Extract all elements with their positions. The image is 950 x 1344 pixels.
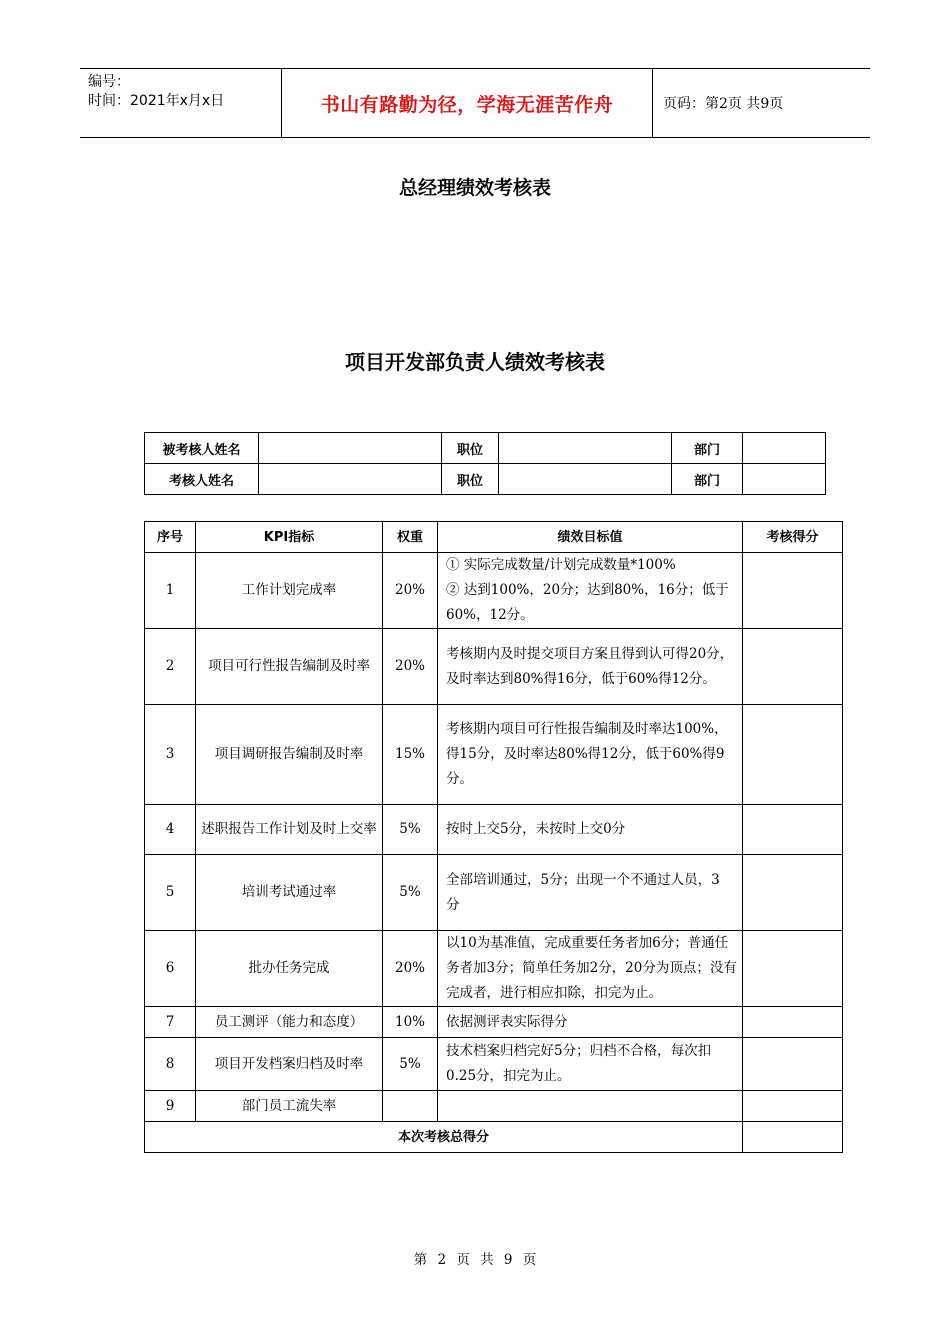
row-target: 技术档案归档完好5分；归档不合格，每次扣0.25分，扣完为止。 (438, 1038, 743, 1091)
row-no: 3 (145, 705, 196, 805)
row-target-line: 得15分，及时率达80%得12分，低于60%得9分。 (446, 746, 725, 787)
row-score-field[interactable] (743, 705, 843, 805)
col-header-kpi: KPI指标 (196, 522, 383, 553)
sub-title: 项目开发部负责人绩效考核表 (345, 350, 605, 374)
info-row-1 (145, 433, 826, 464)
row-target-line: 考核期内项目可行性报告编制及时率达100%， (446, 721, 728, 737)
examinee-name-field[interactable] (259, 433, 442, 464)
row-target-line: ② 达到100%，20分；达到80%，16分；低于60%，12分。 (446, 582, 729, 623)
row-no: 7 (145, 1007, 196, 1038)
row-no: 6 (145, 931, 196, 1007)
table-row (145, 553, 843, 629)
header-meta (80, 69, 281, 137)
info-table (144, 432, 826, 495)
total-score-field[interactable] (743, 1122, 843, 1153)
col-header-target: 绩效目标值 (438, 522, 743, 553)
header-motto: 书山有路勤为径，学海无涯苦作舟 (281, 69, 653, 137)
row-kpi: 部门员工流失率 (196, 1091, 383, 1122)
examinee-position-field[interactable] (499, 433, 672, 464)
row-score-field[interactable] (743, 1038, 843, 1091)
examiner-position-field[interactable] (499, 464, 672, 495)
row-target: 考核期内及时提交项目方案且得到认可得20分，及时率达到80%得16分，低于60%得12分。 (438, 629, 743, 705)
row-kpi: 项目开发档案归档及时率 (196, 1038, 383, 1091)
examiner-position-label: 职位 (442, 464, 499, 495)
kpi-table (144, 521, 843, 1153)
row-score-field[interactable] (743, 629, 843, 705)
row-score-field[interactable] (743, 1091, 843, 1122)
row-target-line: ① 实际完成数量/计划完成数量*100% (446, 557, 676, 573)
row-no: 8 (145, 1038, 196, 1091)
row-score-field[interactable] (743, 805, 843, 855)
table-row (145, 805, 843, 855)
row-target: 依据测评表实际得分 (438, 1007, 743, 1038)
row-no: 9 (145, 1091, 196, 1122)
row-score-field[interactable] (743, 1007, 843, 1038)
row-target-line: 全部培训通过，5分；出现一个不通过人员，3 (446, 871, 720, 888)
col-header-no: 序号 (145, 522, 196, 553)
examinee-position-label: 职位 (442, 433, 499, 464)
row-target (438, 553, 743, 629)
row-kpi: 培训考试通过率 (196, 855, 383, 931)
total-row (145, 1122, 843, 1153)
page-footer: 第 2 页 共 9 页 (413, 1252, 537, 1268)
examinee-dept-field[interactable] (743, 433, 826, 464)
kpi-header-row (145, 522, 843, 553)
table-row (145, 931, 843, 1007)
row-kpi: 批办任务完成 (196, 931, 383, 1007)
row-score-field[interactable] (743, 931, 843, 1007)
row-target[interactable] (438, 1091, 743, 1122)
main-title: 总经理绩效考核表 (398, 177, 551, 199)
row-target-line: 分 (446, 896, 460, 913)
table-row (145, 705, 843, 805)
examiner-name-field[interactable] (259, 464, 442, 495)
examinee-name-label: 被考核人姓名 (145, 433, 259, 464)
row-no: 5 (145, 855, 196, 931)
row-weight: 20% (383, 553, 438, 629)
table-row (145, 855, 843, 931)
total-label: 本次考核总得分 (145, 1122, 743, 1153)
table-row (145, 1007, 843, 1038)
col-header-weight: 权重 (383, 522, 438, 553)
row-kpi: 员工测评（能力和态度） (196, 1007, 383, 1038)
row-weight: 15% (383, 705, 438, 805)
row-score-field[interactable] (743, 855, 843, 931)
col-header-score: 考核得分 (743, 522, 843, 553)
row-target: 以10为基准值，完成重要任务者加6分；普通任务者加3分；简单任务加2分，20分为顶点；没有完成者，进行相应扣除，扣完为止。 (438, 931, 743, 1007)
examiner-dept-field[interactable] (743, 464, 826, 495)
row-kpi: 项目调研报告编制及时率 (196, 705, 383, 805)
row-kpi: 工作计划完成率 (196, 553, 383, 629)
row-kpi: 项目可行性报告编制及时率 (196, 629, 383, 705)
row-target (438, 855, 743, 931)
document-header (80, 68, 870, 138)
row-weight: 20% (383, 931, 438, 1007)
examiner-name-label: 考核人姓名 (145, 464, 259, 495)
row-target: 按时上交5分，未按时上交0分 (438, 805, 743, 855)
row-no: 2 (145, 629, 196, 705)
row-score-field[interactable] (743, 553, 843, 629)
row-target (438, 705, 743, 805)
row-weight[interactable] (383, 1091, 438, 1122)
table-row (145, 1038, 843, 1091)
table-row (145, 1091, 843, 1122)
row-weight: 20% (383, 629, 438, 705)
info-row-2 (145, 464, 826, 495)
row-weight: 5% (383, 1038, 438, 1091)
row-kpi: 述职报告工作计划及时上交率 (196, 805, 383, 855)
row-no: 1 (145, 553, 196, 629)
header-page-info: 页码：第2页 共9页 (663, 96, 784, 112)
time-label: 时间：2021年x月x日 (88, 93, 225, 109)
table-row (145, 629, 843, 705)
row-weight: 5% (383, 855, 438, 931)
examiner-dept-label: 部门 (672, 464, 743, 495)
row-weight: 10% (383, 1007, 438, 1038)
row-no: 4 (145, 805, 196, 855)
examinee-dept-label: 部门 (672, 433, 743, 464)
row-weight: 5% (383, 805, 438, 855)
code-label: 编号： (88, 74, 130, 90)
